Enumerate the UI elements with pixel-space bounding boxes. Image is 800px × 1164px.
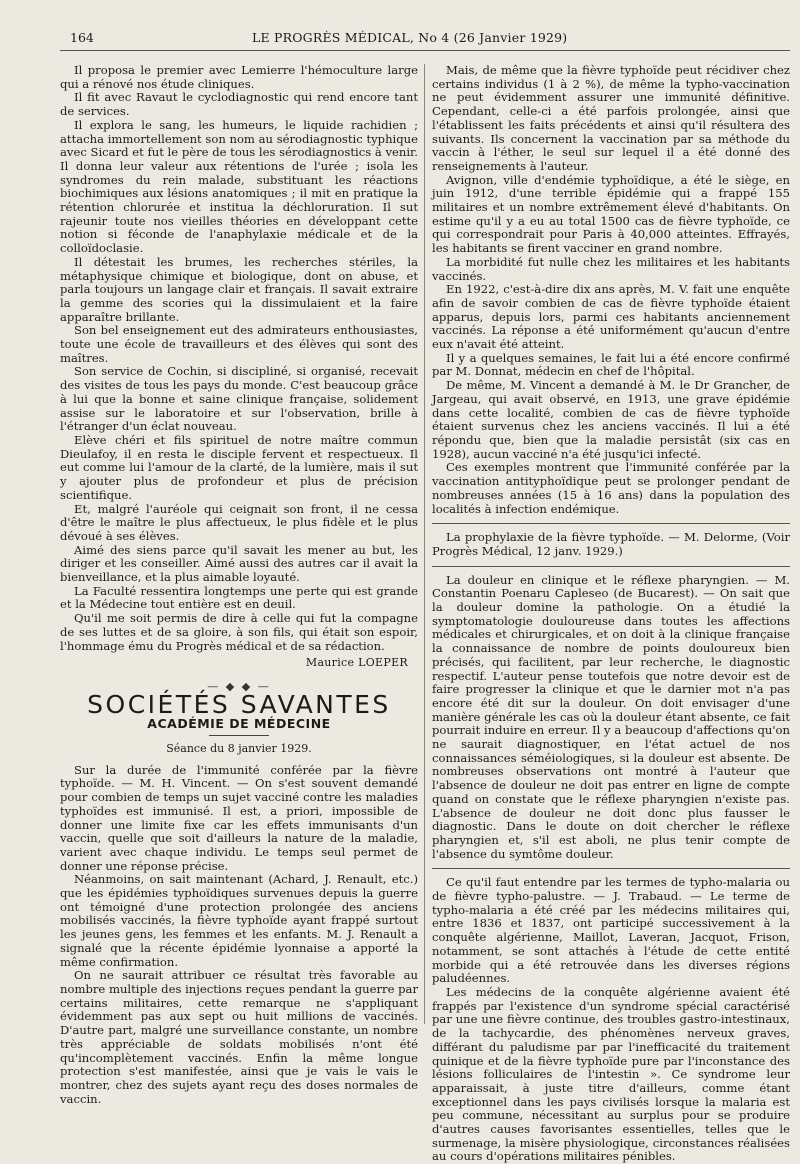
paragraph: De même, M. Vincent a demandé à M. le Dr Grancher, de Jargeau, qui avait observé, en 1913, une grave épidémie dans cette localité, combien de cas de fièvre typhoïde étaient survenus chez les anciens vaccinés. Il lui a été répondu que, bien que la maladie persistât (six cas en 1928), aucun vacciné n'a été jusqu'ici infecté. bbox=[432, 378, 790, 461]
subsection-title: ACADÉMIE DE MÉDECINE bbox=[147, 716, 331, 732]
paragraph: Ces exemples montrent que l'immunité conférée par la vaccination antityphoïdique peut se prolonger pendant de nombreuses années (15 à 16 ans) dans la population des localités à infection endémique. bbox=[432, 460, 790, 516]
page-number: 164 bbox=[70, 30, 94, 45]
paragraph: Son bel enseignement eut des admirateurs enthousiastes, toute une école de travailleurs et des élèves qui sont des maîtres. bbox=[60, 323, 418, 365]
paragraph: Il fit avec Ravaut le cyclodiagnostic qui rend encore tant de services. bbox=[60, 90, 418, 119]
paragraph: Il détestait les brumes, les recherches stériles, la métaphysique chimique et biologique, dont on abuse, et parla toujours un langage clair et français. Il savait extraire la gemme des scories qui la dissimulaient et la faire apparaître brillante. bbox=[60, 254, 418, 324]
paragraph: Ce qu'il faut entendre par les termes de typho-malaria ou de fièvre typho-palustre. — J. Trabaud. — Le terme de typho-malaria a été créé par les médecins militaires qui, entre 1836 et 1837, ont participé successivement à la conquête algérienne, Maillot, Laveran, Jacquot, Frison, notamment, se sont attachés à l'étude de cette entité morbide qui a été retrouvée dans les diverses régions paludéennes. bbox=[432, 875, 790, 986]
ornament-divider: — ◆ ◆ — bbox=[207, 679, 271, 693]
prophylaxie-note: La prophylaxie de la fièvre typhoïde. — M. Delorme, (Voir Progrès Médical, 12 janv. 1929.) bbox=[432, 530, 790, 558]
seance-date: Séance du 8 janvier 1929. bbox=[166, 742, 312, 756]
right-column bbox=[432, 64, 790, 1164]
small-rule bbox=[209, 735, 269, 736]
paragraph: La douleur en clinique et le réflexe pharyngien. — M. Constantin Poenaru Capleseo (de Bucarest). — On sait que la douleur domine la pathologie. On a étudié la symptomatologie douloureuse dans toutes les affections médicales et chirurgicales, et on doit à la clinique française la connaissance de nombre de points douloureux bien précisés, qui facilitent, par leur recherche, le diagnostic respectif. L'auteur pense toutefois que notre devoir est de faire progresser la clinique et que le darnier mot n'a pas encore été dit sur la douleur. On doit envisager d'une manière générale les cas où la douleur étant absente, ce fait pourrait induire en erreur. Il y a beaucoup d'affections qu'on ne saurait diagnostiquer, en l'état actuel de nos connaissances séméiologiques, si la douleur est absente. De nombreuses observations ont montré à l'auteur que l'absence de douleur ne doit pas entrer en ligne de compte quand on constate que le réflexe pharyngien n'existe pas. L'absence de douleur ne doit donc plus fausser le diagnostic. Dans le doute on doit chercher le réflexe pharyngien et, s'il est aboli, ne plus tenir compte de l'absence du symtôme douleur. bbox=[432, 572, 790, 861]
paragraph: Néanmoins, on sait maintenant (Achard, J. Renault, etc.) que les épidémies typhoïdiques survenues depuis la guerre ont témoigné d'une protection prolongée des anciens mobilisés vaccinés, la fièvre typhoïde ayant frappé surtout les jeunes gens, les femmes et les enfants. M. J. Renault a signalé que la récente épidémie lyonnaise a apporté la même confirmation. bbox=[60, 872, 418, 969]
running-header bbox=[60, 28, 780, 48]
column-divider bbox=[424, 64, 425, 1024]
section-rule bbox=[432, 566, 790, 567]
paragraph: Son service de Cochin, si discipliné, si organisé, recevait des visites de tous les pays du monde. C'est beaucoup grâce à lui que la bonne et saine clinique française, solidement assise sur le laboratoire et sur l'observation, brille à l'étranger d'un éclat nouveau. bbox=[60, 364, 418, 434]
paragraph: Les médecins de la conquête algérienne avaient été frappés par l'existence d'un syndrome spécial caractérisé par une une fièvre continue, des troubles gastro-intestinaux, de la tachycardie, des phénomènes nerveux graves, différant du paludisme par par l'inefficacité du traitement quinique et de la fièvre typhoïde pure par l'inconstance des lésions folliculaires de l'intestin ». Ce syndrome leur apparaissait, à juste titre d'ailleurs, comme étant exceptionnel dans les pays civilisés lorsque la malaria est peu commune, nécessitant au surplus pour se produire d'autres causes favorisantes essentielles, telles que le surmenage, la misère physiologique, circonstances réalisées au cours d'opérations militaires pénibles. bbox=[432, 985, 790, 1164]
section-rule bbox=[432, 868, 790, 869]
paragraph: Aimé des siens parce qu'il savait les mener au but, les diriger et les conseiller. Aimé aussi des autres car il avait la bienveillance, et la plus aimable loyauté. bbox=[60, 542, 418, 585]
paragraph: Qu'il me soit permis de dire à celle qui fut la compagne de ses luttes et de sa gloire, à son fils, qui était son espoir, l'hommage ému du Progrès médical et de sa rédaction. bbox=[60, 611, 418, 653]
paragraph: Mais, de même que la fièvre typhoïde peut récidiver chez certains individus (1 à 2 %), de même la typho-vaccination ne peut évidemment assurer une immunité définitive. Cependant, celle-ci a été parfois prolongée, ainsi que l'établissent les faits précédents et ainsi qu'il résultera des suivants. Ils concernent la vaccination par sa méthode du vaccin à l'éther, le seul sur lequel il a été donné des renseignements à l'auteur. bbox=[432, 63, 790, 173]
header-rule bbox=[60, 50, 790, 51]
paragraph: Avignon, ville d'endémie typhoïdique, a été le siège, en juin 1912, d'une terrible épidémie qui a frappé 155 militaires et un nombre extrêmement élevé d'habitants. On estime qu'il y a eu au total 1500 cas de fièvre typhoïde, ce qui correspondrait pour Paris à 40,000 atteintes. Effrayés, les habitants se firent vacciner en grand nombre. bbox=[432, 172, 790, 256]
paragraph: La Faculté ressentira longtemps une perte qui est grande et la Médecine tout entière est en deuil. bbox=[60, 583, 418, 612]
section-rule bbox=[432, 523, 790, 524]
paragraph: Il proposa le premier avec Lemierre l'hémoculture large qui a rénové nos étude cliniques. bbox=[60, 63, 418, 91]
paragraph: Sur la durée de l'immunité conférée par la fièvre typhoïde. — M. H. Vincent. — On s'est souvent demandé pour combien de temps un sujet vacciné contre les maladies typhoïdes est immunisé. Il est, a priori, impossible de donner une limite fixe car les effets immunisants d'un vaccin, quelle que soit d'ailleurs la nature de la maladie, varient avec chaque individu. Le temps seul permet de donner une réponse précise. bbox=[60, 762, 418, 873]
author-signature: Maurice LOEPER bbox=[305, 656, 408, 670]
paragraph: Il y a quelques semaines, le fait lui a été encore confirmé par M. Donnat, médecin en chef de l'hôpital. bbox=[432, 350, 790, 379]
paragraph: On ne saurait attribuer ce résultat très favorable au nombre multiple des injections reçues pendant la guerre par certains militaires, cette remarque ne s'appliquant évidemment pas aux sept ou huit millions de vaccinés. D'autre part, malgré une surveillance constante, un nombre très appréciable de soldats mobilisés n'ont été qu'incomplètement vaccinés. Enfin la même longue protection s'est manifestée, ainsi que je vais le vais le montrer, chez des sujets ayant reçu des doses normales de vaccin. bbox=[60, 968, 418, 1106]
paragraph: Il explora le sang, les humeurs, le liquide rachidien ; attacha immortellement son nom au sérodiagnostic typhique avec Sicard et fut le père de tous les sérodiagnostics à venir. Il donna leur valeur aux rétentions de l'urée ; isola les syndromes du rein malade, substituant les réactions biochimiques aux lésions anatomiques ; il mit en pratique la rétention chlorurée et institua la déchloruration. Il sut rajeunir toute nos vieilles théories en développant cette notion si féconde de l'anaphylaxie médicale et de la colloïdoclasie. bbox=[60, 117, 418, 256]
paragraph: Elève chéri et fils spirituel de notre maître commun Dieulafoy, il en resta le disciple fervent et respectueux. Il eut comme lui l'amour de la clarté, de la lumière, mais il sut y ajouter plus de profondeur et plus de précision scientifique. bbox=[60, 432, 418, 502]
section-title: SOCIÉTÉS SAVANTES bbox=[87, 689, 391, 719]
paragraph: La morbidité fut nulle chez les militaires et les habitants vaccinés. bbox=[432, 254, 790, 283]
left-column bbox=[60, 64, 418, 1106]
paragraph: Et, malgré l'auréole qui ceignait son front, il ne cessa d'être le maître le plus affectueux, le plus fidèle et le plus dévoué à ses élèves. bbox=[60, 501, 418, 543]
paragraph: En 1922, c'est-à-dire dix ans après, M. V. fait une enquête afin de savoir combien de cas de fièvre typhoïde étaient apparus, depuis lors, parmi ces habitants anciennement vaccinés. La réponse a été uniformément qu'aucun d'entre eux n'avait été atteint. bbox=[432, 282, 790, 352]
journal-title: LE PROGRÈS MÉDICAL, No 4 (26 Janvier 1929) bbox=[252, 30, 568, 45]
